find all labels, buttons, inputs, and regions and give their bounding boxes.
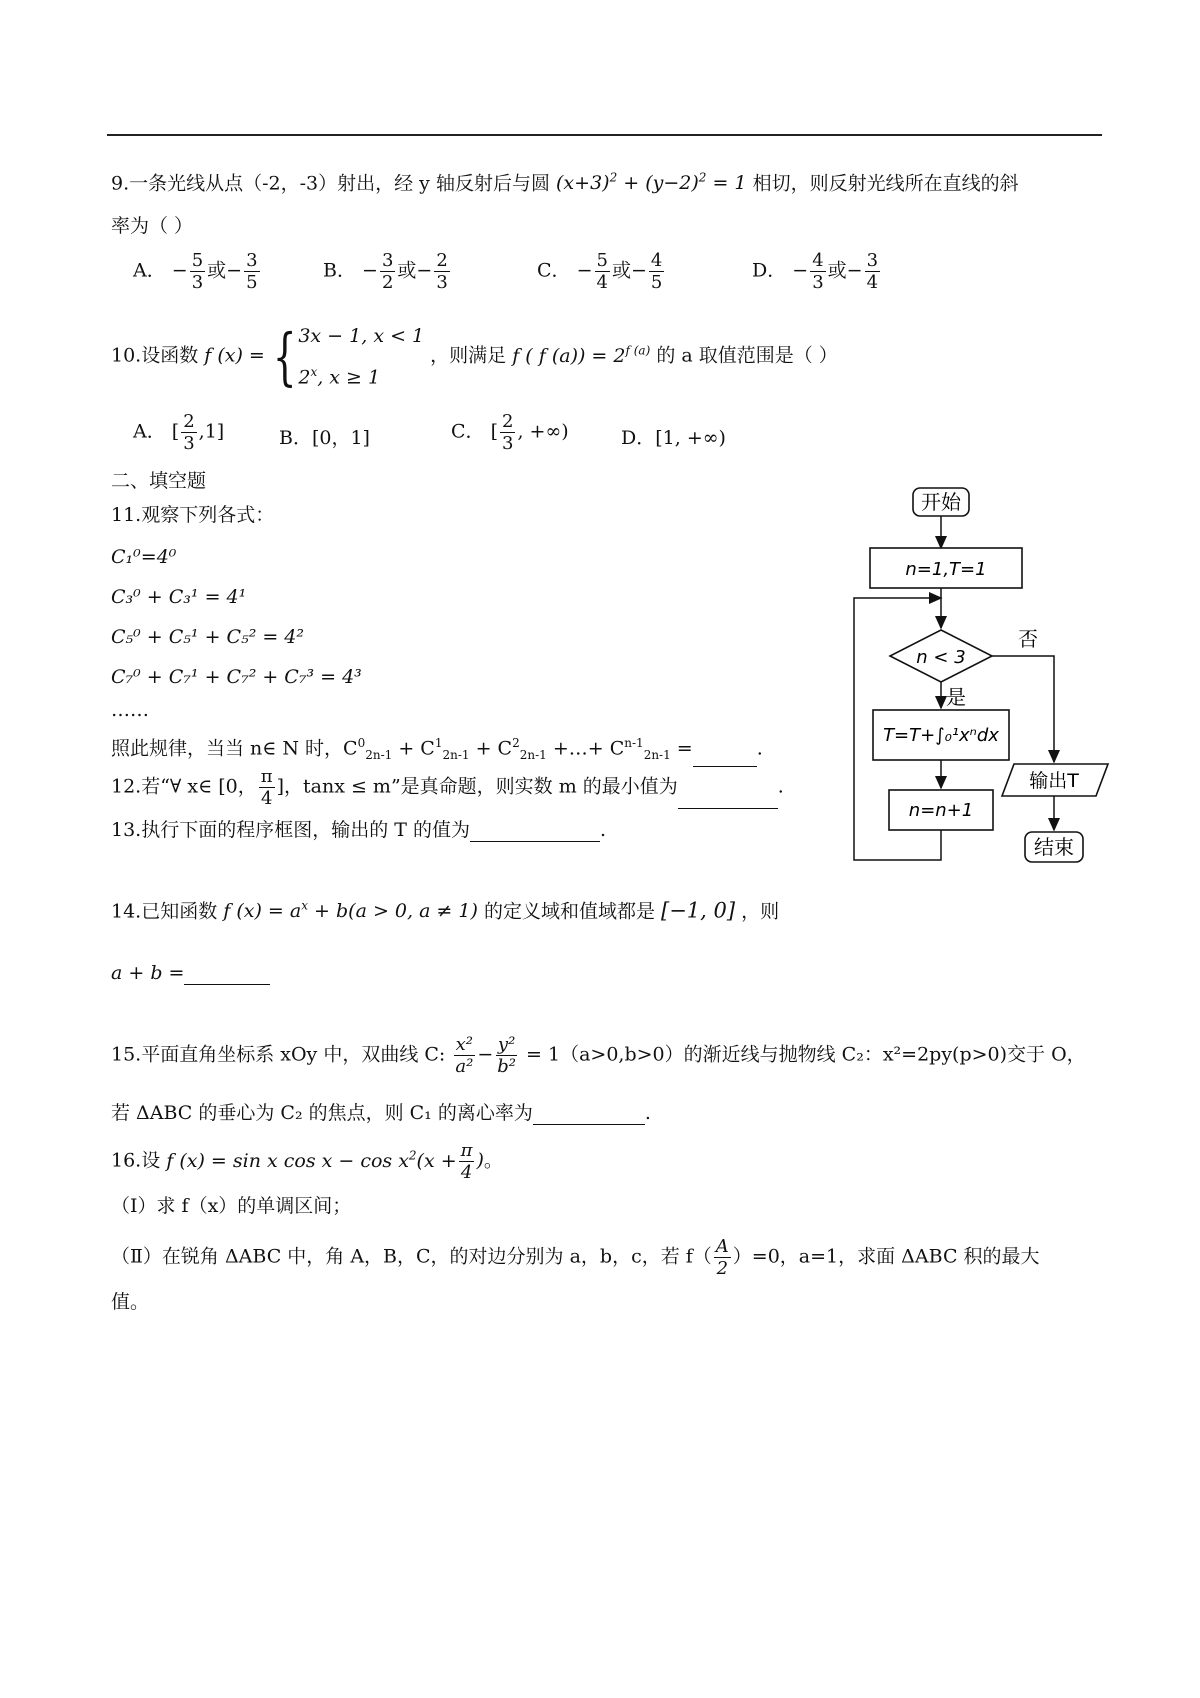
q10-line: 10.设函数 f (x) = { 3x − 1, x < 1 2$^x$, x ≥ 1 ，则满足 f ( f $(a)) = 2^{f (a)}$ 的 a 取值范围是（ ） [111,318,838,395]
q11-eq1: C₁⁰=4⁰ [111,546,177,568]
q15-line1: 15.平面直角坐标系 xOy 中，双曲线 C: $\frac{\text{x²}}{\text{a²}}$ − $\frac{\text{y²}}{\text{b²}}$ = 1（a>0,b>0）的渐近线与抛物线 C₂：x²=2py(p>0)交于 O， [111,1034,1086,1077]
flow-condition-text: n < 3 [916,647,966,668]
q11-eq4: C₇⁰ + C₇¹ + C₇² + C₇³ = 4³ [111,666,362,688]
q9-text-a: 9.一条光线从点（-2，-3）射出，经 y 轴反射后与圆 [111,172,550,195]
q15-answer-blank [533,1106,645,1125]
q12-answer-blank [678,790,778,809]
q11-answer-blank [693,748,757,767]
flow-increment-text: n=n+1 [908,800,974,821]
q11-rule: 照此规律，当当 n∈ N 时，$C^0_{2n-1} + C^1_{2n-1} + C^2_{2n-1}$ +…+ $C^{n-1}_{2n-1}$ = . [111,731,763,767]
q9-option-c: C． − $\frac{5}{4}$ 或− $\frac{4}{5}$ [537,250,663,293]
flow-no-label: 否 [1018,627,1038,651]
flow-init-text: n=1,T=1 [905,559,987,580]
q10-equation: f ( f $(a)) = 2^{f (a)}$ [512,343,651,367]
q9-line1 [111,166,1019,195]
q16-part3: 值。 [111,1291,150,1313]
q11-eq2: C₃⁰ + C₃¹ = 4¹ [111,586,247,608]
q9-option-a: A． − $\frac{5}{3}$ 或− $\frac{3}{5}$ [133,250,258,293]
q15-line2: 若 ΔABC 的垂心为 C₂ 的焦点，则 C₁ 的离心率为 . [111,1102,651,1124]
q13-answer-blank [470,823,600,842]
q13-line: 13.执行下面的程序框图，输出的 T 的值为 . [111,819,607,841]
q14-line2: a + b = [111,961,270,985]
q10-option-d: D．[1, +∞) [621,427,726,449]
header-rule [107,134,1102,136]
q11-title: 11.观察下列各式： [111,504,275,526]
flow-output-text: 输出T [1029,770,1079,792]
q9-circle-eq: $(x+3)^2 + (y-2)^2 = 1$ [556,171,747,195]
q14-function: f $(x) = a^x + b(a > 0$, a ≠ 1) [223,899,478,923]
q11-eq3: C₅⁰ + C₅¹ + C₅² = 4² [111,626,305,648]
q9-line2: 率为（ ） [111,215,194,237]
q10-cases: 3x − 1, x < 1 2$^x$, x ≥ 1 [298,325,425,389]
q10-option-c: C． [ $\frac{2}{3}$ , +∞) [451,411,569,454]
q10-option-b: B．[0，1] [279,427,370,449]
q9-text-b: 相切，则反射光线所在直线的斜 [752,172,1019,195]
q9-option-d: D． − $\frac{4}{3}$ 或− $\frac{3}{4}$ [752,250,879,293]
section-heading: 二、填空题 [111,470,207,492]
q14-answer-blank [184,966,270,985]
q16-part2: （Ⅱ）在锐角 ΔABC 中，角 A，B，C，的对边分别为 a，b，c，若 f（ $\frac{A}{2}$ ）=0，a=1，求面 ΔABC 积的最大 [111,1236,1040,1279]
q10-option-a: A． [ $\frac{2}{3}$ ,1] [133,411,225,454]
flow-end-text: 结束 [1034,835,1074,859]
q9-option-b: B． − $\frac{3}{2}$ 或− $\frac{2}{3}$ [323,250,448,293]
q12-line: 12.若“∀ x∈ [0， $\frac{\pi}{4}$ ]，tanx ≤ m”是真命题，则实数 m 的最小值为 . [111,766,784,809]
q11-dots: …… [111,699,149,721]
q14-line1: 14.已知函数 f $(x) = a^x + b(a > 0$, a ≠ 1) 的定义域和值域都是 [−1, 0] ，则 [111,898,780,923]
q10-fx: f (x) = [204,344,265,367]
flow-body-text: T=T+∫₀¹xⁿdx [883,725,999,746]
q16-line1: 16.设 f (x) = sin x $\cos x - \cos x^2(x$ + $\frac{\pi}{4}$ )。 [111,1140,503,1183]
flow-yes-label: 是 [946,685,966,709]
q10-brace: { [272,319,297,393]
q16-part1: （Ⅰ）求 f（x）的单调区间； [111,1195,352,1217]
flow-start-text: 开始 [921,490,961,514]
q14-interval: [−1, 0] [661,898,736,923]
program-flowchart [840,482,1130,878]
